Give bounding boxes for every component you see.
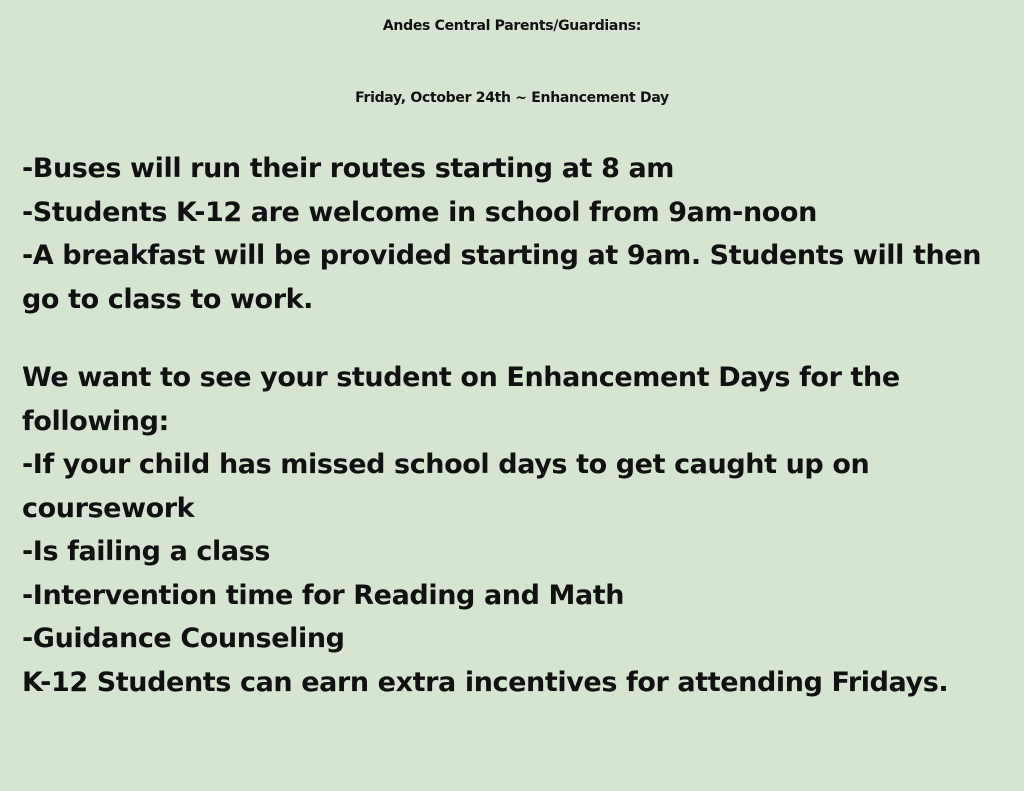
reason-guidance: -Guidance Counseling [22, 623, 345, 654]
schedule-block [22, 147, 1012, 321]
reason-intervention: -Intervention time for Reading and Math [22, 579, 625, 611]
date-title-heading: Friday, October 24th ~ Enhancement Day [355, 90, 669, 106]
greeting-heading: Andes Central Parents/Guardians: [382, 18, 642, 34]
schedule-line-hours: -Students K-12 are welcome in school from 9am-noon [22, 196, 817, 228]
reasons-intro-line: We want to see your student on Enhancement Days for the [22, 362, 900, 393]
reasons-block [22, 356, 1012, 704]
schedule-line-breakfast-cont: go to class to work. [22, 283, 314, 315]
closing-line: K-12 Students can earn extra incentives for attending Fridays. [22, 666, 949, 698]
schedule-line-buses: -Buses will run their routes starting at 8 am [22, 153, 675, 184]
reason-missed-days-cont: coursework [22, 492, 195, 524]
reasons-intro-line-cont: following: [22, 405, 169, 437]
reason-missed-days: -If your child has missed school days to get caught up on [22, 449, 870, 480]
reason-failing-class: -Is failing a class [22, 536, 271, 567]
schedule-line-breakfast: -A breakfast will be provided starting at 9am. Students will then [22, 240, 982, 271]
